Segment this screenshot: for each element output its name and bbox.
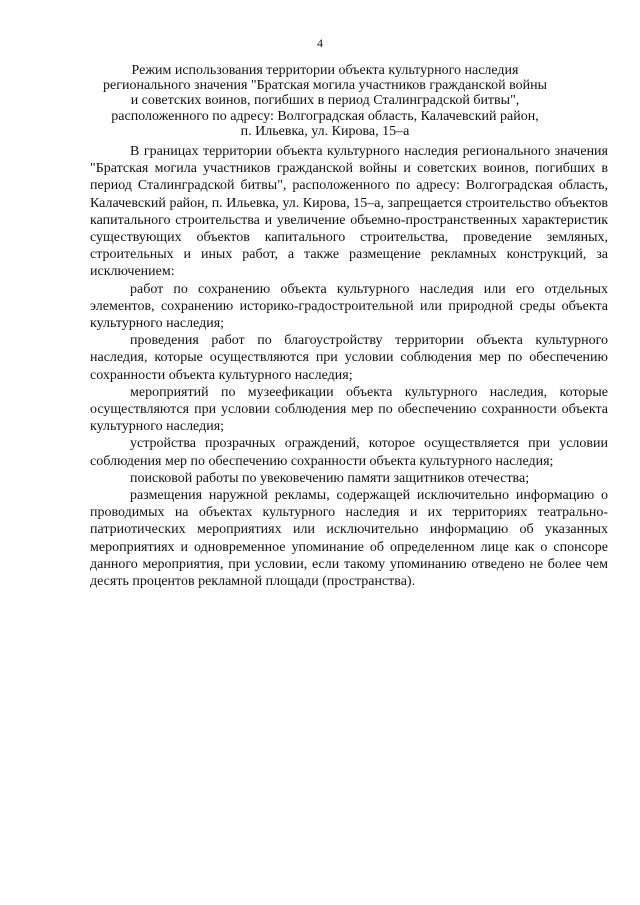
title-line: п. Ильевка, ул. Кирова, 15–а	[240, 123, 410, 139]
title-line: регионального значения "Братская могила участников гражданской войны	[103, 78, 547, 94]
exception-item: устройства прозрачных ограждений, которое осуществляется при условии соблюдения мер по обеспечению сохранности объекта культурного наследия;	[90, 436, 608, 469]
exception-item: поисковой работы по увековечению памяти защитников отечества;	[130, 470, 530, 486]
page-number: 4	[317, 36, 323, 50]
document-title	[80, 63, 570, 139]
title-line: Режим использования территории объекта культурного наследия	[131, 63, 519, 78]
document-body	[90, 143, 608, 590]
exception-item: размещения наружной рекламы, содержащей исключительно информацию о проводимых на объектах культурного наследия и их территориях театрально-патриотических мероприятиях или исключительно информацию об указанных мероприятиях и одновременное упоминание об определенном лице как о спонсоре данного мероприятия, при условии, если такому упоминанию отведено не более чем десять процентов рекламной площади (пространства).	[90, 488, 608, 590]
title-line: расположенного по адресу: Волгоградская область, Калачевский район,	[111, 108, 539, 124]
title-line: и советских воинов, погибших в период Сталинградской битвы",	[130, 93, 520, 109]
intro-paragraph: В границах территории объекта культурного наследия регионального значения "Братская могила участников гражданской войны и советских воинов, погибших в период Сталинградской битвы", расположенного по адресу: Волгоградская область, Калачевский район, п. Ильевка, ул. Кирова, 15–а, запрещается строительство объектов капитального строительства и увеличение объемно-пространственных характеристик существующих объектов капитального строительства, проведение земляных, строительных и иных работ, а также размещение рекламных конструкций, за исключением:	[90, 144, 608, 280]
exception-item: проведения работ по благоустройству территории объекта культурного наследия, которые осуществляются при условии соблюдения мер по обеспечению сохранности объекта культурного наследия;	[90, 333, 608, 383]
exception-item: мероприятий по музеефикации объекта культурного наследия, которые осуществляются при условии соблюдения мер по обеспечению сохранности объекта культурного наследия;	[90, 384, 608, 435]
exception-item: работ по сохранению объекта культурного наследия или его отдельных элементов, сохранению историко-градостроительной или природной среды объекта культурного наследия;	[90, 281, 608, 332]
